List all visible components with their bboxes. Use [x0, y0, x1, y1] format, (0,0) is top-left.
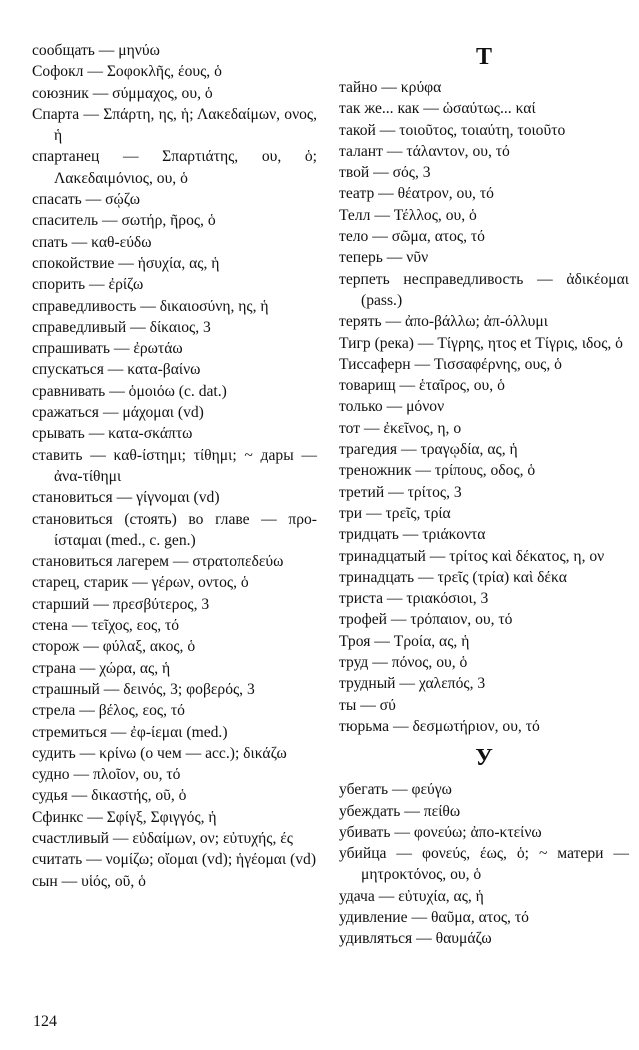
- section-letter-u: У: [475, 745, 493, 772]
- dictionary-entry: справедливый — δίκαιος, 3: [32, 318, 211, 336]
- page-number: 124: [33, 1013, 57, 1030]
- dictionary-entry: талант — τάλαντον, ου, τό: [339, 142, 510, 160]
- dictionary-entry: удача — εὐτυχία, ας, ἡ: [339, 887, 484, 905]
- dictionary-entry: тот — ἐκεῖνος, η, ο: [339, 419, 462, 437]
- dictionary-entry: Тиссаферн — Τισσαφέρνης, ους, ὁ: [339, 355, 562, 373]
- dictionary-entry: убивать — φονεύω; ἀπο-κτείνω: [339, 823, 542, 841]
- dictionary-entry: Спарта — Σπάρτη, ης, ἡ; Λακεδαίμων, ονος, ἡ: [32, 105, 317, 145]
- dictionary-entry: тринадцатый — τρίτος καὶ δέκατος, η, ον: [339, 547, 605, 565]
- dictionary-entry: ты — σύ: [339, 696, 396, 714]
- left-column: [32, 40, 317, 892]
- dictionary-entry: спускаться — κατα-βαίνω: [32, 361, 201, 379]
- dictionary-entry: такой — τοιοῦτος, τοιαύτη, τοιοῦτο: [339, 121, 566, 139]
- dictionary-entry: трагедия — τραγῳδία, ας, ἡ: [339, 441, 518, 459]
- dictionary-entry: старший — πρεσβύτερος, 3: [32, 595, 210, 613]
- dictionary-entry: третий — τρίτος, 3: [339, 483, 462, 501]
- dictionary-entry: старец, старик — γέρων, οντος, ὁ: [32, 574, 249, 592]
- dictionary-entry: сторож — φύλαξ, ακος, ὁ: [32, 638, 196, 656]
- dictionary-entry: тридцать — τριάκοντα: [339, 526, 486, 544]
- dictionary-entry: сравнивать — ὁμοιόω (c. dat.): [32, 382, 227, 400]
- dictionary-entry: стена — τεῖχος, εος, τό: [32, 617, 180, 635]
- dictionary-entry: театр — θέατρον, ου, τό: [339, 185, 494, 203]
- dictionary-entry: срывать — κατα-σκάπτω: [32, 425, 193, 443]
- dictionary-entry: треножник — τρίπους, οδος, ὁ: [339, 462, 536, 480]
- right-column: [339, 40, 629, 950]
- dictionary-entry: спрашивать — ἐρωτάω: [32, 340, 183, 358]
- dictionary-entry: Телл — Τέλλος, ου, ὁ: [339, 206, 477, 224]
- dictionary-entry: становиться лагерем — στρατοπεδεύω: [32, 553, 284, 571]
- dictionary-entry: тайно — κρύφα: [339, 79, 442, 96]
- dictionary-entry: убеждать — πείθω: [339, 802, 461, 820]
- dictionary-entry: спокойствие — ἡσυχία, ας, ἡ: [32, 254, 220, 272]
- dictionary-entry: твой — σός, 3: [339, 164, 431, 182]
- dictionary-entry: теперь — νῦν: [339, 249, 429, 267]
- dictionary-entry: тюрьма — δεσμωτήριον, ου, τό: [339, 717, 540, 735]
- dictionary-entry: стрела — βέλος, εος, τό: [32, 702, 185, 720]
- dictionary-entry: удивление — θαῦμα, ατος, τό: [339, 908, 529, 926]
- dictionary-entry: трофей — τρόπαιον, ου, τό: [339, 611, 513, 629]
- dictionary-entry: спать — καθ-εύδω: [32, 233, 152, 251]
- dictionary-entry: становиться — γίγνομαι (vd): [32, 489, 220, 507]
- dictionary-entry: стремиться — ἐφ-ίεμαι (med.): [32, 723, 228, 741]
- dictionary-entry: судить — κρίνω (о чем — acc.); δικάζω: [32, 744, 287, 762]
- dictionary-entry: ставить — καθ-ίστημι; τίθημι; ~ дары — ἀνα-τίθημι: [32, 446, 317, 485]
- dictionary-entry: терпеть несправедливость — ἀδικέομαι (pass.): [339, 270, 629, 309]
- dictionary-entry: труд — πόνος, ου, ὁ: [339, 654, 468, 672]
- dictionary-entry: только — μόνον: [339, 398, 445, 416]
- dictionary-entry: сообщать — μηνύω: [32, 42, 160, 59]
- dictionary-entry: Троя — Τροία, ας, ἡ: [339, 632, 470, 650]
- dictionary-entry: судья — δικαστής, οῦ, ὁ: [32, 787, 187, 805]
- dictionary-entry: триста — τριακόσιοι, 3: [339, 590, 489, 608]
- dictionary-entry: справедливость — δικαιοσύνη, ης, ἡ: [32, 297, 269, 315]
- dictionary-entry: становиться (стоять) во главе — προ-ίσταμαι (med., c. gen.): [32, 510, 317, 549]
- section-letter-t: Т: [475, 44, 492, 70]
- dictionary-entry: товарищ — ἑταῖρος, ου, ὁ: [339, 377, 505, 395]
- dictionary-entry: страна — χώρα, ας, ἡ: [32, 659, 171, 677]
- dictionary-entry: спасать — σῴζω: [32, 191, 140, 209]
- dictionary-entry: так же... как — ὡσαύτως... καί: [339, 100, 536, 118]
- dictionary-entry: считать — νομίζω; οἴομαι (vd); ἡγέομαι (vd): [32, 851, 317, 869]
- dictionary-entry: счастливый — εὐδαίμων, ον; εὐτυχής, ές: [32, 829, 293, 847]
- dictionary-entry: тело — σῶμα, ατος, τό: [339, 228, 485, 246]
- dictionary-entry: Сфинкс — Σφίγξ, Σφιγγός, ἡ: [32, 808, 217, 826]
- dictionary-entry: спорить — ἐρίζω: [32, 276, 144, 294]
- dictionary-entry: удивляться — θαυμάζω: [339, 930, 492, 948]
- dictionary-entry: спартанец — Σπαρτιάτης, ου, ὁ; Λακεδαιμόνιος, ου, ὁ: [32, 148, 317, 187]
- dictionary-entry: Тигр (река) — Τίγρης, ητος et Τίγρις, ιδος, ὁ: [339, 334, 623, 352]
- dictionary-entry: трудный — χαλεπός, 3: [339, 675, 486, 693]
- dictionary-entry: убийца — φονεύς, έως, ὁ; ~ матери — μητροκτόνος, ου, ὁ: [339, 845, 629, 884]
- dictionary-entry: союзник — σύμμαχος, ου, ὁ: [32, 84, 213, 102]
- dictionary-entry: тринадцать — τρεῖς (τρία) καὶ δέκα: [339, 568, 567, 586]
- dictionary-entry: Софокл — Σοφοκλῆς, έους, ὁ: [32, 63, 222, 81]
- dictionary-entry: сын — υἱός, οῦ, ὁ: [32, 872, 146, 890]
- dictionary-entry: терять — ἀπο-βάλλω; ἀπ-όλλυμι: [339, 313, 548, 331]
- dictionary-entry: убегать — φεύγω: [339, 781, 452, 799]
- dictionary-entry: спаситель — σωτήρ, ῆρος, ὁ: [32, 212, 216, 230]
- dictionary-entry: страшный — δεινός, 3; φοβερός, 3: [32, 680, 255, 698]
- dictionary-entry: сражаться — μάχομαι (vd): [32, 404, 204, 422]
- dictionary-entry: три — τρεῖς, τρία: [339, 504, 451, 522]
- dictionary-entry: судно — πλοῖον, ου, τό: [32, 766, 181, 784]
